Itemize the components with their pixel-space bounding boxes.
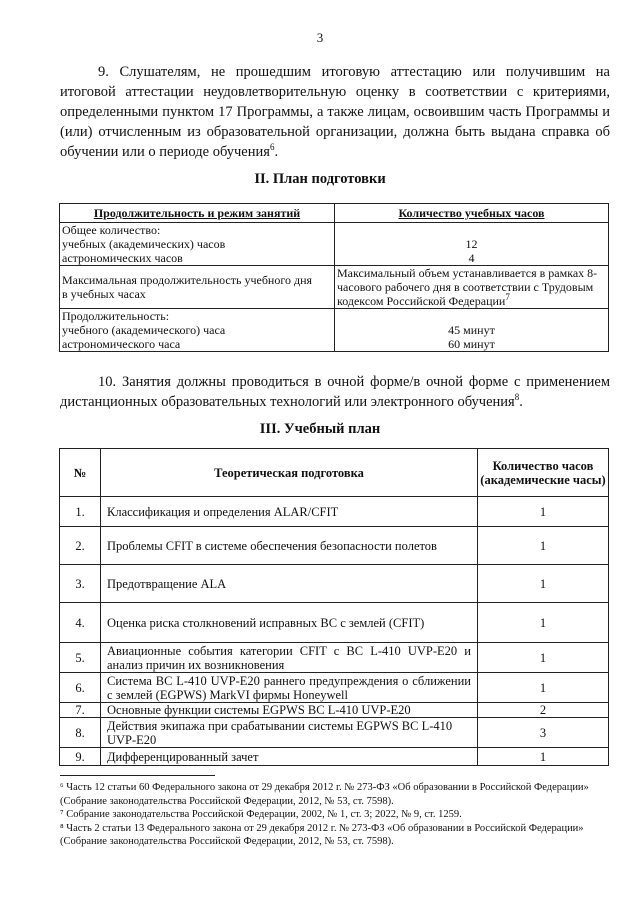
row-topic: Авиационные события категории CFIT с ВС L-410 UVP-E20 и анализ причин их возникновения (101, 643, 478, 673)
row-number: 4. (60, 603, 101, 643)
row-label-line: астрономических часов (62, 251, 183, 265)
row-label-line: астрономического часа (62, 337, 181, 351)
page-number: 3 (316, 30, 324, 45)
row-value-line: 4 (468, 251, 475, 265)
footnote-divider (60, 775, 215, 776)
row-topic: Действия экипажа при срабатывании системы EGPWS ВС L-410 UVP-E20 (101, 718, 478, 748)
row-value (335, 309, 609, 352)
table-row (60, 673, 609, 703)
header-duration-mode: Продолжительность и режим занятий (60, 204, 335, 223)
row-number: 7. (60, 703, 101, 718)
row-value-text: Максимальный объем устанавливается в рамках 8-часового рабочего дня в соответствии с Трудовым кодексом Российской Федерации (337, 266, 598, 308)
section-2-title: II. План подготовки (254, 171, 386, 187)
row-number: 8. (60, 718, 101, 748)
row-label (60, 223, 335, 266)
row-topic: Классификация и определения ALAR/CFIT (101, 497, 478, 527)
training-plan-table (59, 203, 609, 352)
table-header-row (60, 204, 609, 223)
table-header-row (60, 449, 609, 497)
row-topic: Проблемы CFIT в системе обеспечения безопасности полетов (101, 527, 478, 565)
table-row (60, 309, 609, 352)
row-topic: Оценка риска столкновений исправных ВС с землей (CFIT) (101, 603, 478, 643)
header-topic: Теоретическая подготовка (101, 449, 478, 497)
footnote-7: ⁷ Собрание законодательства Российской Федерации, 2002, № 1, ст. 3; 2022, № 9, ст. 1259. (60, 809, 462, 820)
curriculum-table (59, 448, 609, 766)
row-label-line: Общее количество: (62, 223, 161, 237)
footnote-8: ⁸ Часть 2 статьи 13 Федерального закона от 29 декабря 2012 г. № 273-ФЗ «Об образовании в Российской Федерации» (Собрание законодательства Российской Федерации, 2012, № 53, ст. 7598). (60, 822, 584, 847)
row-hours: 1 (478, 673, 609, 703)
table-row (60, 527, 609, 565)
row-value-line: 60 минут (448, 337, 495, 351)
row-number: 2. (60, 527, 101, 565)
row-number: 9. (60, 748, 101, 766)
row-label-line: Максимальная продолжительность учебного дня (62, 273, 313, 287)
row-hours: 1 (478, 603, 609, 643)
footnote-ref-6: 6 (269, 142, 275, 153)
row-topic: Система ВС L-410 UVP-E20 раннего предупреждения о сближении с землей (EGPWS) MarkVI фирмы Honeywell (101, 673, 478, 703)
row-hours: 1 (478, 565, 609, 603)
paragraph-9: 9. Слушателям, не прошедшим итоговую аттестацию или получившим на итоговой аттестации неудовлетворительную оценку в соответствии с критериями, определенными пунктом 17 Программы, а также лицам, освоившим часть Программы и (или) отчисленным из образовательной организации, должна быть выдана справка об обучении или о периоде обучения$^6$. (60, 64, 610, 160)
row-hours: 1 (478, 527, 609, 565)
row-number: 5. (60, 643, 101, 673)
row-value (335, 223, 609, 266)
paragraph-9-text: 9. Слушателям, не прошедшим итоговую аттестацию или получившим на итоговой аттестации неудовлетворительную оценку в соответствии с критериями, определенными пунктом 17 Программы, а также лицам, освоившим часть Программы и (или) отчисленным из образовательной организации, должна быть выдана справка об обучении или о периоде обучения (60, 64, 610, 160)
footnotes (60, 781, 620, 849)
row-value-line: 45 минут (448, 323, 495, 337)
header-number: № (60, 449, 101, 497)
row-label-line: Продолжительность: (62, 309, 170, 323)
row-hours: 1 (478, 643, 609, 673)
row-hours: 1 (478, 497, 609, 527)
row-label-line: учебного (академического) часа (62, 323, 226, 337)
row-value-line: 12 (465, 237, 478, 251)
table-row (60, 266, 609, 309)
row-label-line: в учебных часах (62, 287, 146, 301)
paragraph-10-text: 10. Занятия должны проводиться в очной форме/в очной форме с применением дистанционных образовательных технологий или электронного обучения (60, 374, 610, 410)
row-label (60, 266, 335, 309)
row-value (335, 266, 609, 309)
row-number: 1. (60, 497, 101, 527)
table-row (60, 643, 609, 673)
footnote-ref-7: 7 (505, 292, 510, 302)
header-hours: Количество часов (академические часы) (478, 449, 609, 497)
row-topic: Дифференцированный зачет (101, 748, 478, 766)
row-topic: Предотвращение ALA (101, 565, 478, 603)
table-row (60, 603, 609, 643)
row-topic: Основные функции системы EGPWS ВС L-410 UVP-E20 (101, 703, 478, 718)
table-row (60, 565, 609, 603)
footnote-6: ⁶ Часть 12 статьи 60 Федерального закона от 29 декабря 2012 г. № 273-ФЗ «Об образовании в Российской Федерации» (Собрание законодательства Российской Федерации, 2012, № 53, ст. 7598). (60, 782, 589, 807)
table-row (60, 223, 609, 266)
table-row (60, 748, 609, 766)
row-label-line: учебных (академических) часов (62, 237, 226, 251)
paragraph-10: 10. Занятия должны проводиться в очной форме/в очной форме с применением дистанционных образовательных технологий или электронного обучения$^8$. (60, 374, 610, 410)
table-row (60, 497, 609, 527)
table-row (60, 718, 609, 748)
row-hours: 2 (478, 703, 609, 718)
section-3-title: III. Учебный план (259, 421, 381, 437)
row-number: 3. (60, 565, 101, 603)
header-hours-count: Количество учебных часов (335, 204, 609, 223)
footnote-ref-8: 8 (514, 392, 520, 403)
row-hours: 1 (478, 748, 609, 766)
table-row (60, 703, 609, 718)
row-label (60, 309, 335, 352)
row-number: 6. (60, 673, 101, 703)
row-hours: 3 (478, 718, 609, 748)
